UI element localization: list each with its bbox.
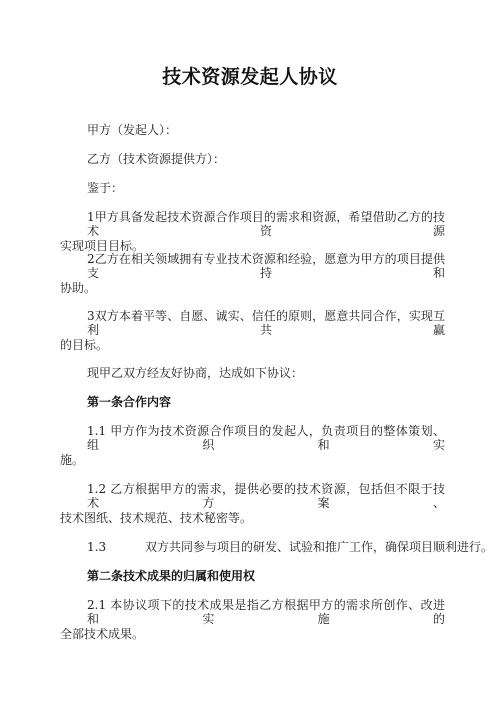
article-1-heading: 第一条合作内容 <box>87 395 172 409</box>
recitals-intro: 鉴于： <box>87 181 124 195</box>
recital-1-line-1: 1甲方具备发起技术资源合作项目的需求和资源，希望借助乙方的技术资源 <box>87 210 445 238</box>
clause-1-1-line-1: 1.1 甲方作为技术资源合作项目的发起人，负责项目的整体策划、组织和实 <box>87 424 445 452</box>
recital-3-line-1: 3双方本着平等、自愿、诚实、信任的原则，愿意共同合作，实现互利共赢 <box>87 309 445 337</box>
recital-1-line-2: 实现项目目标。 <box>60 239 145 253</box>
party-b-line: 乙方（技术资源提供方）： <box>87 152 226 166</box>
clause-1-2-line-2: 技术图纸、技术规范、技术秘密等。 <box>60 511 253 525</box>
document-title: 技术资源发起人协议 <box>162 66 338 88</box>
recital-2-line-2: 协助。 <box>60 281 97 295</box>
clause-1-2-line-1: 1.2 乙方根据甲方的需求，提供必要的技术资源，包括但不限于技术方案、 <box>87 482 445 510</box>
clause-1-1-line-2: 施。 <box>60 453 85 467</box>
agreement-statement: 现甲乙双方经友好协商，达成如下协议： <box>87 366 304 380</box>
clause-1-3-text: 双方共同参与项目的研发、试验和推广工作，确保项目顺利进行。 <box>145 540 494 554</box>
recital-3-line-2: 的目标。 <box>60 338 109 352</box>
clause-1-3-number: 1.3 <box>87 540 107 554</box>
clause-2-1-line-1: 2.1 本协议项下的技术成果是指乙方根据甲方的需求所创作、改进和实施的 <box>87 598 445 626</box>
recital-2-line-1: 2乙方在相关领域拥有专业技术资源和经验，愿意为甲方的项目提供支持和 <box>87 252 445 280</box>
clause-2-1-line-2: 全部技术成果。 <box>60 627 145 641</box>
clause-1-3 <box>87 540 493 554</box>
party-a-line: 甲方（发起人）： <box>87 123 178 137</box>
article-2-heading: 第二条技术成果的归属和使用权 <box>87 569 256 583</box>
